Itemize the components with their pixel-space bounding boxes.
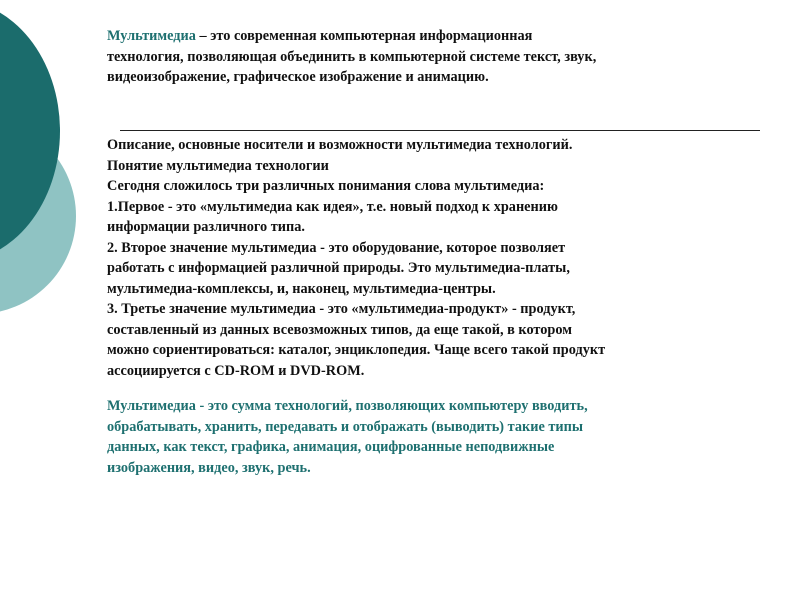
- item-2-line: 2. Второе значение мультимедиа - это оборудование, которое позволяет: [107, 239, 566, 256]
- item-2-line: мультимедиа-комплексы, и, наконец, мультимедиа-центры.: [107, 280, 496, 297]
- intro-line-3: видеоизображение, графическое изображение и анимацию.: [107, 69, 489, 85]
- definition-line: Мультимедиа - это сумма технологий, позволяющих компьютеру вводить,: [107, 398, 588, 414]
- intro-paragraph: [107, 26, 747, 88]
- main-text-block: [107, 135, 767, 478]
- definition-line: изображения, видео, звук, речь.: [107, 459, 311, 476]
- horizontal-divider: [120, 130, 760, 131]
- section-heading: Описание, основные носители и возможности мультимедиа технологий.: [107, 137, 573, 153]
- definition-paragraph: [107, 396, 767, 478]
- item-2-line: работать с информацией различной природы. Это мультимедиа-платы,: [107, 260, 570, 276]
- definition-line: данных, как текст, графика, анимация, оцифрованные неподвижные: [107, 439, 555, 455]
- intro-line-1: [107, 26, 747, 47]
- intro-line-2: технология, позволяющая объединить в компьютерной системе текст, звук,: [107, 48, 597, 65]
- definition-line: обрабатывать, хранить, передавать и отображать (выводить) такие типы: [107, 418, 584, 435]
- intro-line-1-rest: – это современная компьютерная информационная: [195, 28, 533, 44]
- intro-term: Мультимедиа: [107, 28, 196, 44]
- item-1-line: 1.Первое - это «мультимедиа как идея», т.е. новый подход к хранению: [107, 198, 558, 215]
- section-subheading: Понятие мультимедиа технологии: [107, 157, 329, 174]
- item-1-line: информации различного типа.: [107, 219, 305, 235]
- item-3-line: составленный из данных всевозможных типов, да еще такой, в котором: [107, 321, 572, 338]
- item-3-line: ассоциируется с CD-ROM и DVD-ROM.: [107, 362, 365, 379]
- item-3-line: можно сориентироваться: каталог, энциклопедия. Чаще всего такой продукт: [107, 342, 606, 358]
- item-3-line: 3. Третье значение мультимедиа - это «мультимедиа-продукт» - продукт,: [107, 301, 576, 317]
- section-intro-line: Сегодня сложилось три различных понимания слова мультимедиа:: [107, 178, 545, 194]
